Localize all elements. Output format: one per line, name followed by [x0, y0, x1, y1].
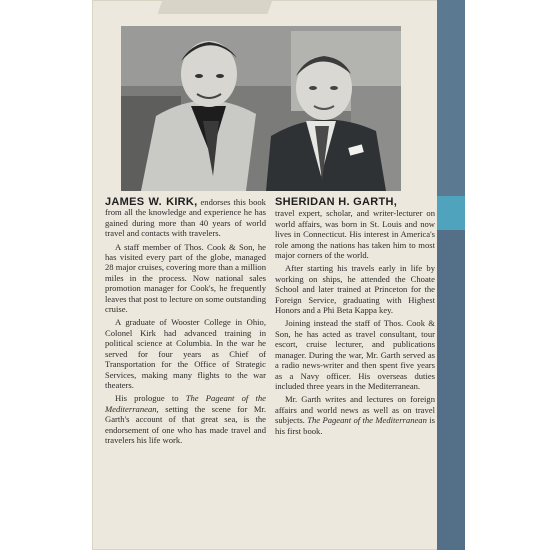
- spine-lower-band: [437, 230, 465, 550]
- garth-p4-lead: Mr. Garth writes and lectures on foreign affairs and world news as well as on travel subjects.: [275, 394, 435, 426]
- kirk-paragraph-4: [105, 393, 266, 445]
- garth-intro-text: travel expert, scholar, and writer-lecturer on world affairs, was born in St. Louis and now lives in Connecticut. His interest in America's role among the nations has taken him to most major corners of the world.: [275, 208, 435, 261]
- garth-name-heading: SHERIDAN H. GARTH,: [275, 196, 398, 208]
- garth-paragraph-2: After starting his travels early in life by working on ships, he attended the Choate School and later trained at Princeton for the Foreign Service, graduating with Highest Honors and a Phi Beta Kappa key.: [275, 263, 435, 316]
- kirk-name-heading: JAMES W. KIRK,: [105, 196, 198, 208]
- garth-intro-paragraph: [275, 197, 435, 260]
- garth-p4-book-title: The Pageant of the Mediterranean: [307, 415, 427, 426]
- kirk-p4-lead: His prologue to: [115, 393, 179, 404]
- kirk-paragraph-2: A staff member of Thos. Cook & Son, he has visited every part of the globe, managed 28 major cruises, covering more than a million miles in the process. Now national sales promotion manager for Cook's, he frequently leaves that post to lecture on some outstanding cruise.: [105, 241, 266, 315]
- kirk-intro-paragraph: [105, 197, 266, 239]
- kirk-p4-tail: setting the scene for Mr. Garth's account of that great sea, is the endorsement of one who has made travel and travelers his life work.: [105, 403, 266, 445]
- kirk-p4-book-title: The Pageant of the Mediterranean,: [105, 393, 266, 414]
- jacket-spine-edge: [437, 0, 465, 550]
- bio-column-kirk: [105, 197, 266, 448]
- spine-teal-band: [437, 196, 465, 230]
- kirk-intro-text: endorses this book from all the knowledge and experience he has gained during more than 40 years of world travel and contacts with travelers.: [105, 197, 266, 239]
- garth-paragraph-4: [275, 394, 435, 436]
- author-photo: [121, 26, 401, 191]
- bio-column-garth: [275, 197, 435, 439]
- jacket-wear-mark: [157, 0, 272, 14]
- garth-p4-tail: is his first book.: [275, 415, 435, 436]
- kirk-paragraph-3: A graduate of Wooster College in Ohio, Colonel Kirk had advanced training in political science at Columbia. In the war he served for four years as Chief of Transportation for the Office of Strategic Services, making many flights to the war theaters.: [105, 317, 266, 390]
- garth-paragraph-3: Joining instead the staff of Thos. Cook & Son, he has acted as travel consultant, tour escort, cruise lecturer, and publications manager. During the war, Mr. Garth served as a radio news-writer and then spent five years as a Navy officer. His overseas duties included three years in the Mediterranean.: [275, 318, 435, 391]
